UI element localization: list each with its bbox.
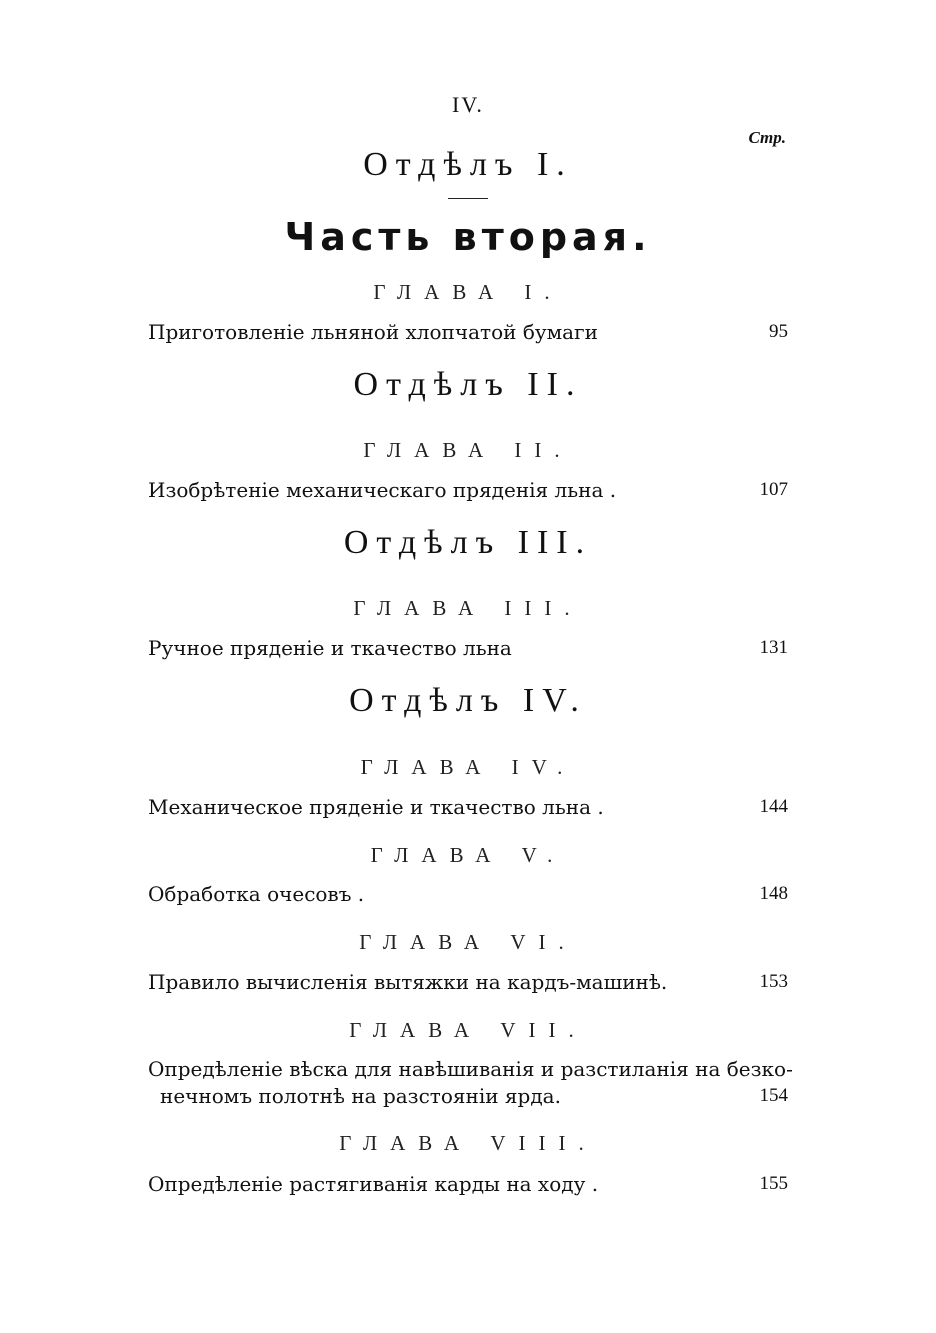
toc-entry-5: Обработка очесовъ .	[148, 882, 365, 906]
toc-page-4: 144	[759, 796, 788, 817]
chapter-label-7: ГЛАВА VII.	[349, 1018, 587, 1042]
toc-entry-7-continuation: нечномъ полотнѣ на разстояніи ярда.	[160, 1084, 561, 1108]
toc-entry-6: Правило вычисленія вытяжки на кардъ-машинѣ.	[148, 970, 668, 994]
chapter-label-8: ГЛАВА VIII.	[339, 1131, 597, 1155]
pages-column-label: Стр.	[748, 128, 786, 147]
section-title-3: Отдѣлъ III.	[343, 524, 593, 561]
chapter-label-3: ГЛАВА III.	[353, 596, 583, 620]
chapter-label-2: ГЛАВА II.	[363, 438, 573, 462]
section-title-4: Отдѣлъ IV.	[349, 682, 587, 719]
chapter-label-6: ГЛАВА VI.	[359, 930, 577, 954]
divider-rule	[448, 198, 488, 199]
chapter-label-1: ГЛАВА I.	[373, 280, 563, 304]
chapter-label-4: ГЛАВА IV.	[360, 755, 576, 779]
toc-entry-7: Опредѣленіе вѣска для навѣшиванія и разстиланія на безко-	[148, 1057, 793, 1081]
toc-entry-2: Изобрѣтеніе механическаго пряденія льна .	[148, 478, 617, 502]
toc-page-1: 95	[769, 321, 788, 342]
section-title-2: Отдѣлъ II.	[353, 366, 583, 403]
toc-page-8: 155	[759, 1173, 788, 1194]
toc-entry-4: Механическое пряденіе и ткачество льна .	[148, 795, 604, 819]
part-title: Часть вторая.	[284, 215, 652, 259]
page-number: IV.	[452, 92, 484, 117]
toc-page-7: 154	[759, 1085, 788, 1106]
toc-page-3: 131	[759, 637, 788, 658]
toc-page-2: 107	[759, 479, 788, 500]
toc-page-5: 148	[759, 883, 788, 904]
toc-page-6: 153	[759, 971, 788, 992]
toc-entry-8: Опредѣленіе растягиванія карды на ходу .	[148, 1172, 599, 1196]
chapter-label-5: ГЛАВА V.	[370, 843, 566, 867]
toc-entry-3: Ручное пряденіе и ткачество льна	[148, 636, 512, 660]
toc-entry-1: Приготовленіе льняной хлопчатой бумаги	[148, 320, 598, 344]
section-title-1: Отдѣлъ I.	[363, 146, 573, 183]
